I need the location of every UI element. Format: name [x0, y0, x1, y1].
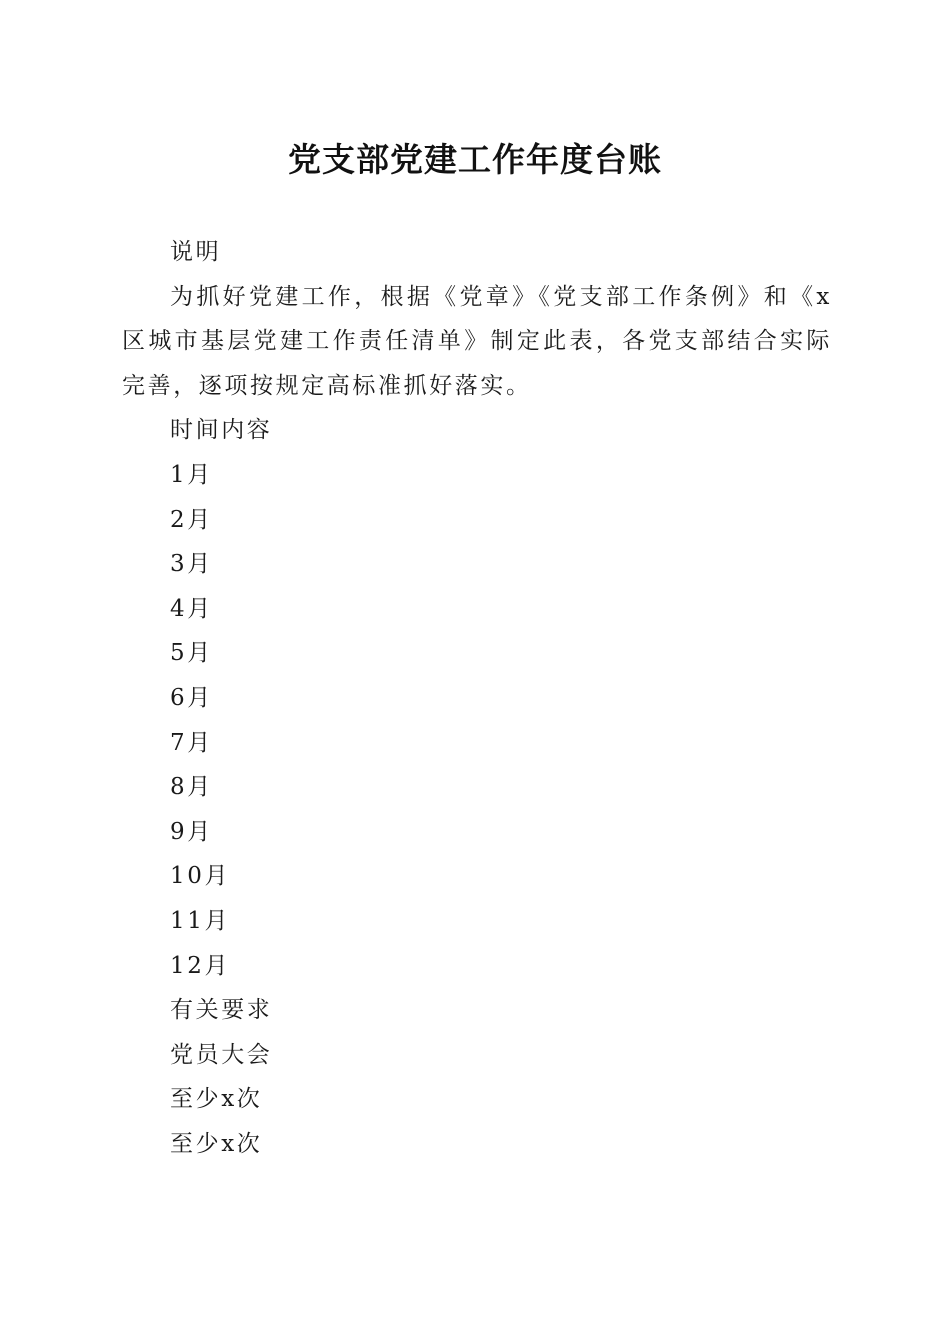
document-title: 党支部党建工作年度台账 [288, 140, 662, 179]
meeting-type: 党员大会 [170, 1041, 273, 1068]
month-item: 3月 [170, 551, 213, 578]
requirement-item: 至少x次 [170, 1086, 263, 1113]
month-item: 5月 [170, 640, 213, 667]
requirements-header: 有关要求 [170, 997, 273, 1024]
month-item: 4月 [170, 595, 213, 622]
month-item: 9月 [170, 818, 213, 845]
document-body [122, 230, 832, 1166]
month-item: 6月 [170, 684, 213, 711]
month-item: 1月 [170, 461, 213, 488]
time-content-header: 时间内容 [170, 417, 273, 444]
month-item: 2月 [170, 506, 213, 533]
intro-paragraph: 为抓好党建工作，根据《党章》《党支部工作条例》和《x区城市基层党建工作责任清单》制定此表，各党支部结合实际完善，逐项按规定高标准抓好落实。 [122, 283, 832, 399]
month-item: 8月 [170, 774, 213, 801]
section-label: 说明 [170, 239, 222, 265]
month-item: 11月 [170, 907, 231, 934]
month-item: 7月 [170, 729, 213, 756]
requirement-item: 至少x次 [170, 1130, 263, 1157]
month-item: 10月 [170, 863, 231, 890]
month-item: 12月 [170, 952, 231, 979]
